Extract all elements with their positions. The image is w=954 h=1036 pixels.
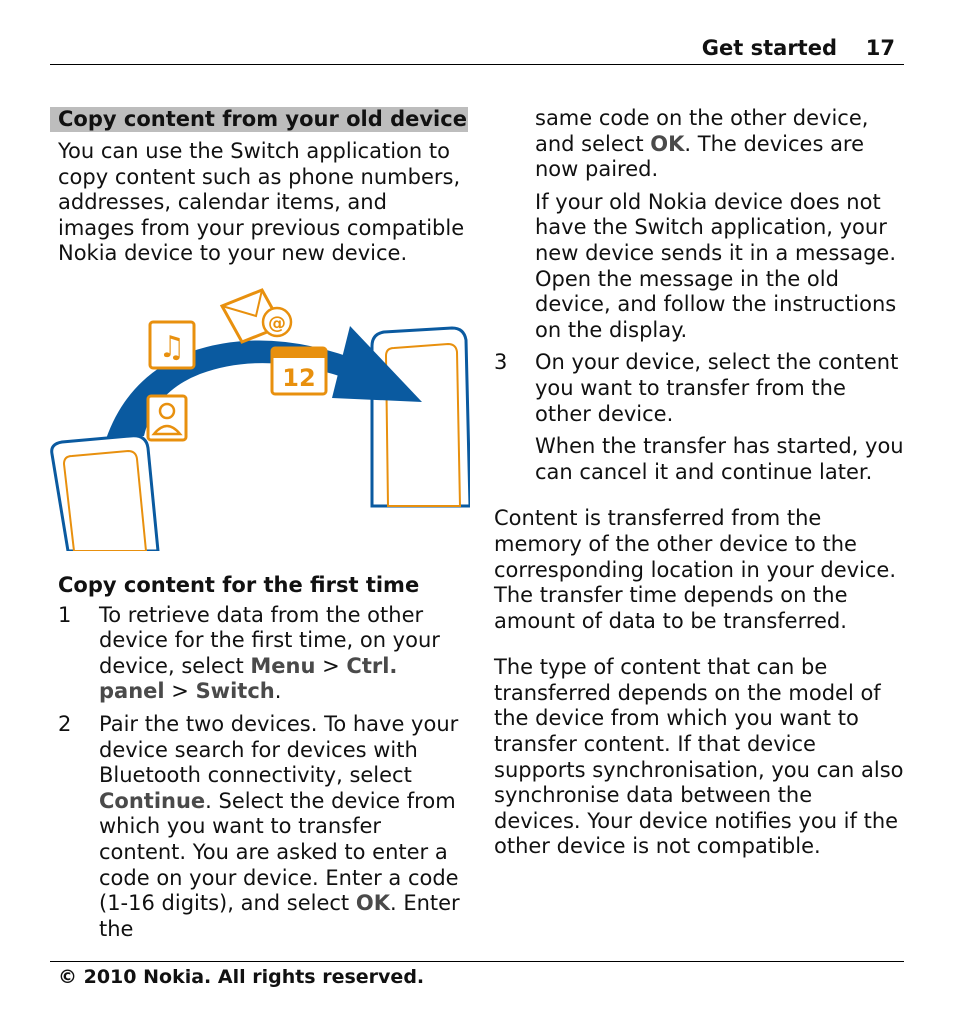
step-2-text: Pair the two devices. To have your device search for devices with Bluetooth connectivity, select — [99, 711, 459, 788]
new-device-icon — [372, 328, 470, 506]
contact-icon — [148, 396, 186, 440]
calendar-day: 12 — [282, 364, 316, 392]
step-2 — [58, 712, 468, 942]
ok-option: OK — [355, 891, 390, 916]
email-icon — [222, 290, 291, 342]
ctrl-panel-option: Ctrl. panel — [99, 653, 398, 704]
step-2-cont-text-b: . The devices are now paired. — [535, 131, 865, 182]
section-title: Copy content from your old device — [58, 107, 467, 131]
step-3-note: When the transfer has started, you can cancel it and continue later. — [535, 434, 904, 484]
old-device-icon — [52, 436, 158, 551]
ok-option: OK — [650, 131, 685, 156]
step-1 — [58, 603, 468, 705]
step-1-text: To retrieve data from the other device for the first time, on your device, select — [99, 602, 440, 678]
calendar-icon — [272, 348, 326, 394]
music-symbol: ♫ — [158, 330, 186, 365]
step-2-number: 2 — [58, 711, 72, 736]
music-icon — [150, 322, 194, 368]
step-3-number: 3 — [494, 350, 508, 375]
step-2-text-c: . Enter the — [99, 891, 460, 941]
step-2-cont-text: same code on the other device, and select — [535, 106, 869, 156]
breadcrumb-separator: > — [315, 653, 347, 678]
step-3 — [494, 350, 904, 427]
step-3-text: On your device, select the content you want to transfer from the other device. — [535, 350, 899, 426]
transfer-paragraph: Content is transferred from the memory of the other device to the corresponding location in your device. The transfer time depends on the amount of data to be transferred. — [494, 506, 897, 633]
breadcrumb-separator: > — [164, 679, 196, 704]
page-number: 17 — [865, 36, 895, 60]
compatibility-paragraph: The type of content that can be transferred depends on the model of the device from which you want to transfer content. If that device supports synchronisation, you can also synchronise data between the devices. Your device notifies you if the other device is not compatible. — [494, 655, 904, 859]
switch-illustration — [50, 286, 470, 551]
step-2-note: If your old Nokia device does not have the Switch application, your new device sends it in a message. Open the message in the old device, and follow the instructions on the display. — [535, 189, 897, 342]
subsection-title: Copy content for the first time — [58, 572, 420, 597]
switch-option: Switch — [195, 679, 275, 704]
step-2-continued — [494, 106, 904, 183]
footer-rule — [50, 961, 904, 962]
page-header-title: Get started — [701, 36, 837, 60]
intro-paragraph: You can use the Switch application to copy content such as phone numbers, addresses, calendar items, and images from your previous compatible Nokia device to your new device. — [58, 139, 465, 266]
continue-option: Continue — [99, 788, 206, 813]
menu-option: Menu — [250, 653, 316, 678]
step-2-text-b: . Select the device from which you want to transfer content. You are asked to enter a code on your device. Enter a code (1-16 digits), and select — [99, 788, 459, 916]
step-1-end: . — [274, 679, 282, 704]
right-column — [494, 106, 904, 860]
email-at-symbol: @ — [268, 313, 286, 334]
header-rule — [50, 64, 904, 65]
step-1-number: 1 — [58, 602, 72, 627]
copyright-text: © 2010 Nokia. All rights reserved. — [58, 966, 425, 988]
